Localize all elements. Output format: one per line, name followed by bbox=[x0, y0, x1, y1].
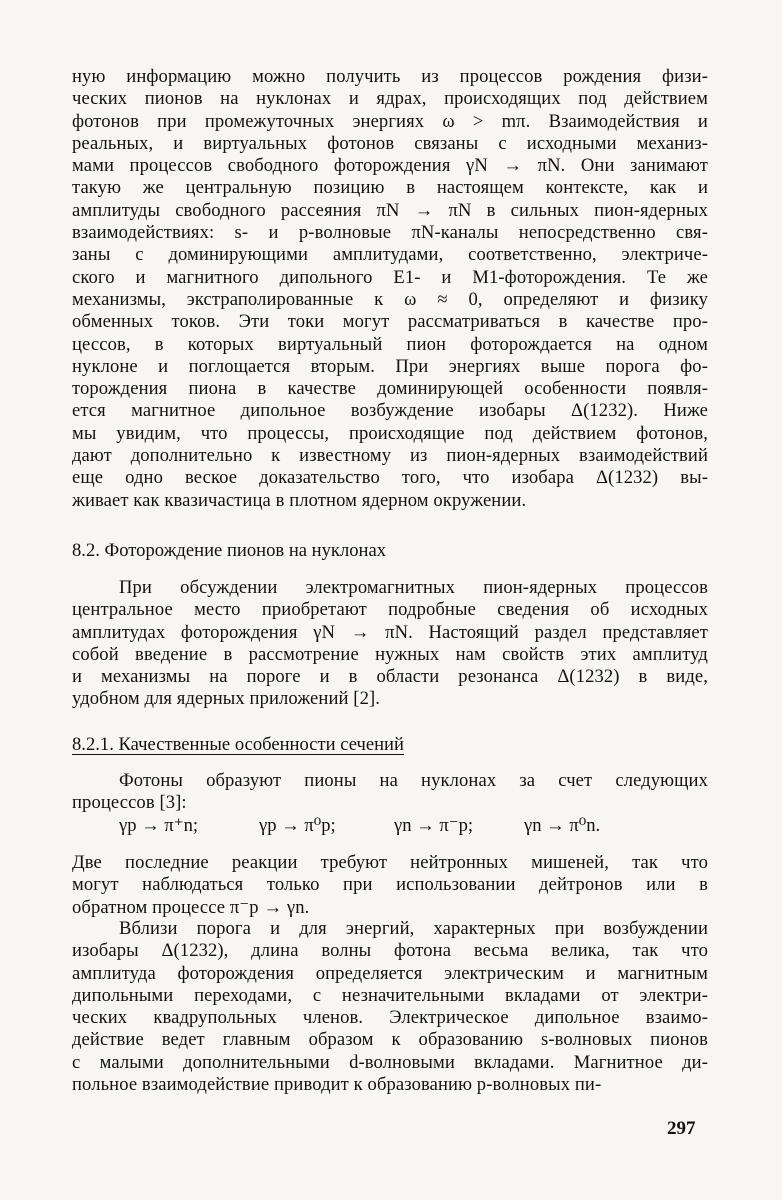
section-heading: 8.2. Фоторождение пионов на нуклонах bbox=[72, 540, 387, 561]
reaction-item: γp → π⁰p; bbox=[259, 815, 336, 836]
page-number: 297 bbox=[667, 1118, 696, 1139]
neutron-paragraph bbox=[72, 852, 708, 919]
text-line: амплитуды свободного рассеяния πN → πN в сильных пион-ядерных bbox=[72, 199, 708, 221]
text-line: могут наблюдаться только при использовании дейтронов или в bbox=[72, 874, 708, 896]
text-line: реальных, и виртуальных фотонов связаны с исходными механиз- bbox=[72, 132, 708, 154]
text-line: центральное место приобретают подробные сведения об исходных bbox=[72, 599, 708, 621]
text-line: действие ведет главным образом к образованию s-волновых пионов bbox=[72, 1029, 708, 1051]
text-line: ческих квадрупольных членов. Электрическое дипольное взаимо- bbox=[72, 1007, 708, 1029]
text-line: При обсуждении электромагнитных пион-ядерных процессов bbox=[119, 577, 708, 598]
text-line: польное взаимодействие приводит к образованию p-волновых пи- bbox=[72, 1074, 602, 1096]
text-line: ческих пионов на нуклонах и ядрах, происходящих под действием bbox=[72, 88, 708, 110]
text-line: взаимодействиях: s- и p-волновые πN-каналы непосредственно свя- bbox=[72, 222, 708, 244]
text-line: амплитуда фоторождения определяется электрическим и магнитным bbox=[72, 962, 708, 984]
text-line: Вблизи порога и для энергий, характерных при возбуждении bbox=[119, 918, 708, 939]
text-line: заны с доминирующими амплитудами, соответственно, электриче- bbox=[72, 244, 708, 266]
text-line: мы увидим, что процессы, происходящие под действием фотонов, bbox=[72, 422, 708, 444]
text-line: обратном процессе π⁻p → γn. bbox=[72, 896, 310, 918]
text-line: дают дополнительно к известному из пион-ядерных взаимодействий bbox=[72, 445, 708, 467]
text-line: Фотоны образуют пионы на нуклонах за счет следующих bbox=[119, 770, 708, 791]
threshold-paragraph bbox=[72, 918, 708, 1096]
text-line: ную информацию можно получить из процессов рождения физи- bbox=[72, 66, 708, 87]
text-line: ского и магнитного дипольного E1- и M1-фоторождения. Те же bbox=[72, 266, 708, 288]
text-line: Две последние реакции требуют нейтронных мишеней, так что bbox=[72, 852, 708, 873]
reaction-item: γp → π⁺n; bbox=[119, 815, 199, 836]
text-line: цессов, в которых виртуальный пион фоторождается на одном bbox=[72, 333, 708, 355]
text-line: еще одно веское доказательство того, что изобара Δ(1232) вы- bbox=[72, 467, 708, 489]
reaction-item: γn → π⁻p; bbox=[394, 815, 474, 836]
subsection-intro bbox=[72, 770, 708, 815]
text-line: обменных токов. Эти токи могут рассматриваться в качестве про- bbox=[72, 311, 708, 333]
text-line: ется магнитное дипольное возбуждение изобары Δ(1232). Ниже bbox=[72, 400, 708, 422]
text-line: мами процессов свободного фоторождения γN → πN. Они занимают bbox=[72, 155, 708, 177]
text-line: такую же центральную позицию в настоящем контексте, как и bbox=[72, 177, 708, 199]
text-line: процессов [3]: bbox=[72, 792, 187, 814]
subsection-heading: 8.2.1. Качественные особенности сечений bbox=[72, 734, 404, 755]
text-line: удобном для ядерных приложений [2]. bbox=[72, 688, 381, 710]
text-line: дипольными переходами, с незначительными вкладами от электри- bbox=[72, 984, 708, 1006]
reaction-item: γn → π⁰n. bbox=[524, 815, 601, 836]
text-line: амплитудах фоторождения γN → πN. Настоящий раздел представляет bbox=[72, 621, 708, 643]
text-line: и механизмы на пороге и в области резонанса Δ(1232) в виде, bbox=[72, 666, 708, 688]
text-line: фотонов при промежуточных энергиях ω > mπ. Взаимодействия и bbox=[72, 110, 708, 132]
section-paragraph bbox=[72, 577, 708, 711]
intro-paragraph bbox=[72, 66, 708, 512]
text-line: собой введение в рассмотрение нужных нам свойств этих амплитуд bbox=[72, 643, 708, 665]
text-line: изобары Δ(1232), длина волны фотона весьма велика, так что bbox=[72, 940, 708, 962]
text-line: нуклоне и поглощается вторым. При энергиях выше порога фо- bbox=[72, 355, 708, 377]
text-line: живает как квазичастица в плотном ядерном окружении. bbox=[72, 489, 527, 511]
text-line: механизмы, экстраполированные к ω ≈ 0, определяют и физику bbox=[72, 288, 708, 310]
text-line: с малыми дополнительными d-волновыми вкладами. Магнитное ди- bbox=[72, 1051, 708, 1073]
text-line: торождения пиона в качестве доминирующей особенности появля- bbox=[72, 378, 708, 400]
